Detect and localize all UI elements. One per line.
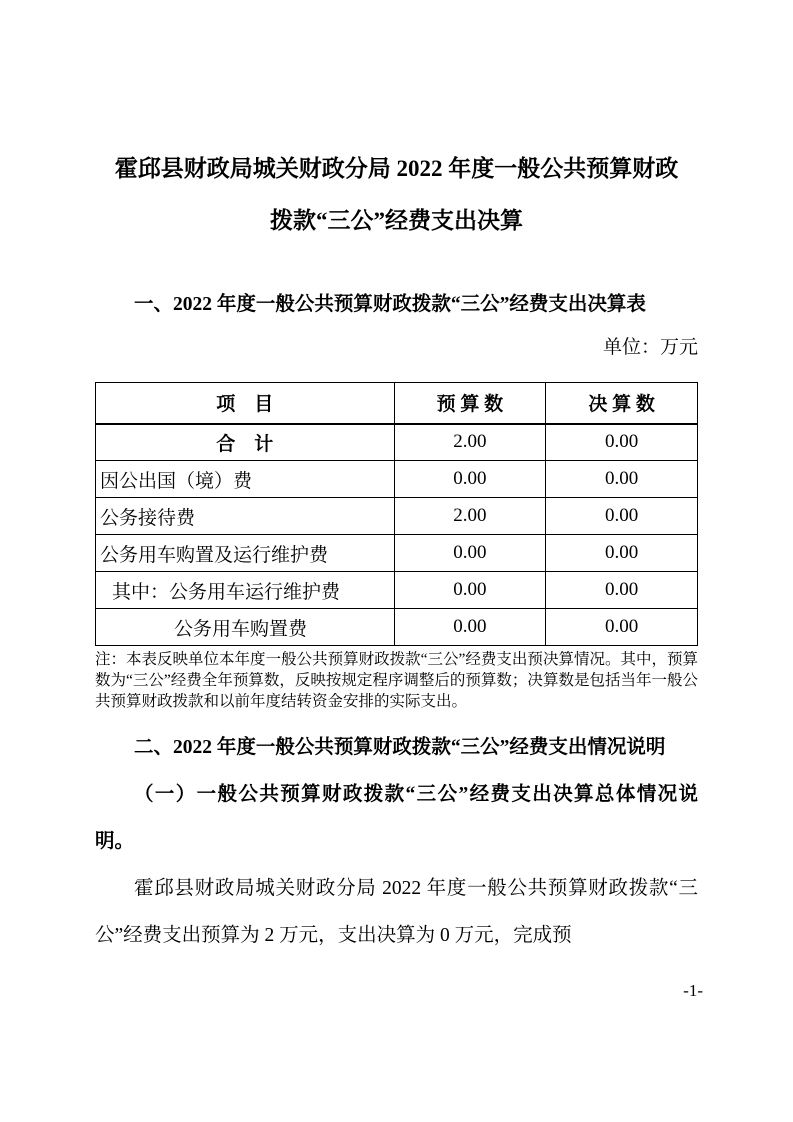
row-budget-value: 2.00 [394, 424, 546, 461]
table-row-vehicle-purchase [96, 609, 698, 646]
table-row-vehicle-total [96, 535, 698, 572]
title-line-1: 霍邱县财政局城关财政分局 2022 年度一般公共预算财政 [114, 156, 679, 181]
row-item-label: 因公出国（境）费 [96, 461, 395, 498]
document-title [95, 143, 698, 247]
expense-table [95, 382, 698, 646]
table-note: 注：本表反映单位本年度一般公共预算财政拨款“三公”经费支出预决算情况。其中，预算数为“三公”经费全年预算数，反映按规定程序调整后的预算数；决算数是包括当年一般公共预算财政拨款和以前年度结转资金安排的实际支出。 [95, 651, 698, 710]
section-2-heading: 二、2022 年度一般公共预算财政拨款“三公”经费支出情况说明 [134, 737, 666, 758]
section-1-heading: 一、2022 年度一般公共预算财政拨款“三公”经费支出决算表 [134, 294, 646, 315]
row-budget-value: 0.00 [394, 609, 546, 646]
row-final-value: 0.00 [546, 424, 698, 461]
col-header-budget: 预 算 数 [394, 383, 546, 424]
subsection-1-heading: （一）一般公共预算财政拨款“三公”经费支出决算总体情况说明。 [95, 784, 698, 852]
row-final-value: 0.00 [546, 498, 698, 535]
table-header-row [96, 383, 698, 424]
row-item-label: 公务用车购置费 [96, 609, 395, 646]
row-budget-value: 0.00 [394, 535, 546, 572]
row-item-label: 合 计 [96, 424, 395, 461]
page-number: -1- [683, 981, 703, 1000]
table-row-abroad [96, 461, 698, 498]
col-header-final: 决 算 数 [546, 383, 698, 424]
row-budget-value: 0.00 [394, 461, 546, 498]
row-item-label: 其中：公务用车运行维护费 [96, 572, 395, 609]
row-final-value: 0.00 [546, 535, 698, 572]
row-final-value: 0.00 [546, 461, 698, 498]
row-budget-value: 2.00 [394, 498, 546, 535]
table-row-total [96, 424, 698, 461]
row-item-label: 公务用车购置及运行维护费 [96, 535, 395, 572]
table-row-vehicle-operation [96, 572, 698, 609]
unit-note: 单位：万元 [602, 337, 698, 358]
body-paragraph: 霍邱县财政局城关财政分局 2022 年度一般公共预算财政拨款“三公”经费支出预算为 2 万元，支出决算为 0 万元，完成预 [95, 878, 698, 946]
row-budget-value: 0.00 [394, 572, 546, 609]
table-row-reception [96, 498, 698, 535]
title-line-2: 拨款“三公”经费支出决算 [270, 208, 523, 233]
col-header-item: 项 目 [96, 383, 395, 424]
row-final-value: 0.00 [546, 609, 698, 646]
row-final-value: 0.00 [546, 572, 698, 609]
row-item-label: 公务接待费 [96, 498, 395, 535]
